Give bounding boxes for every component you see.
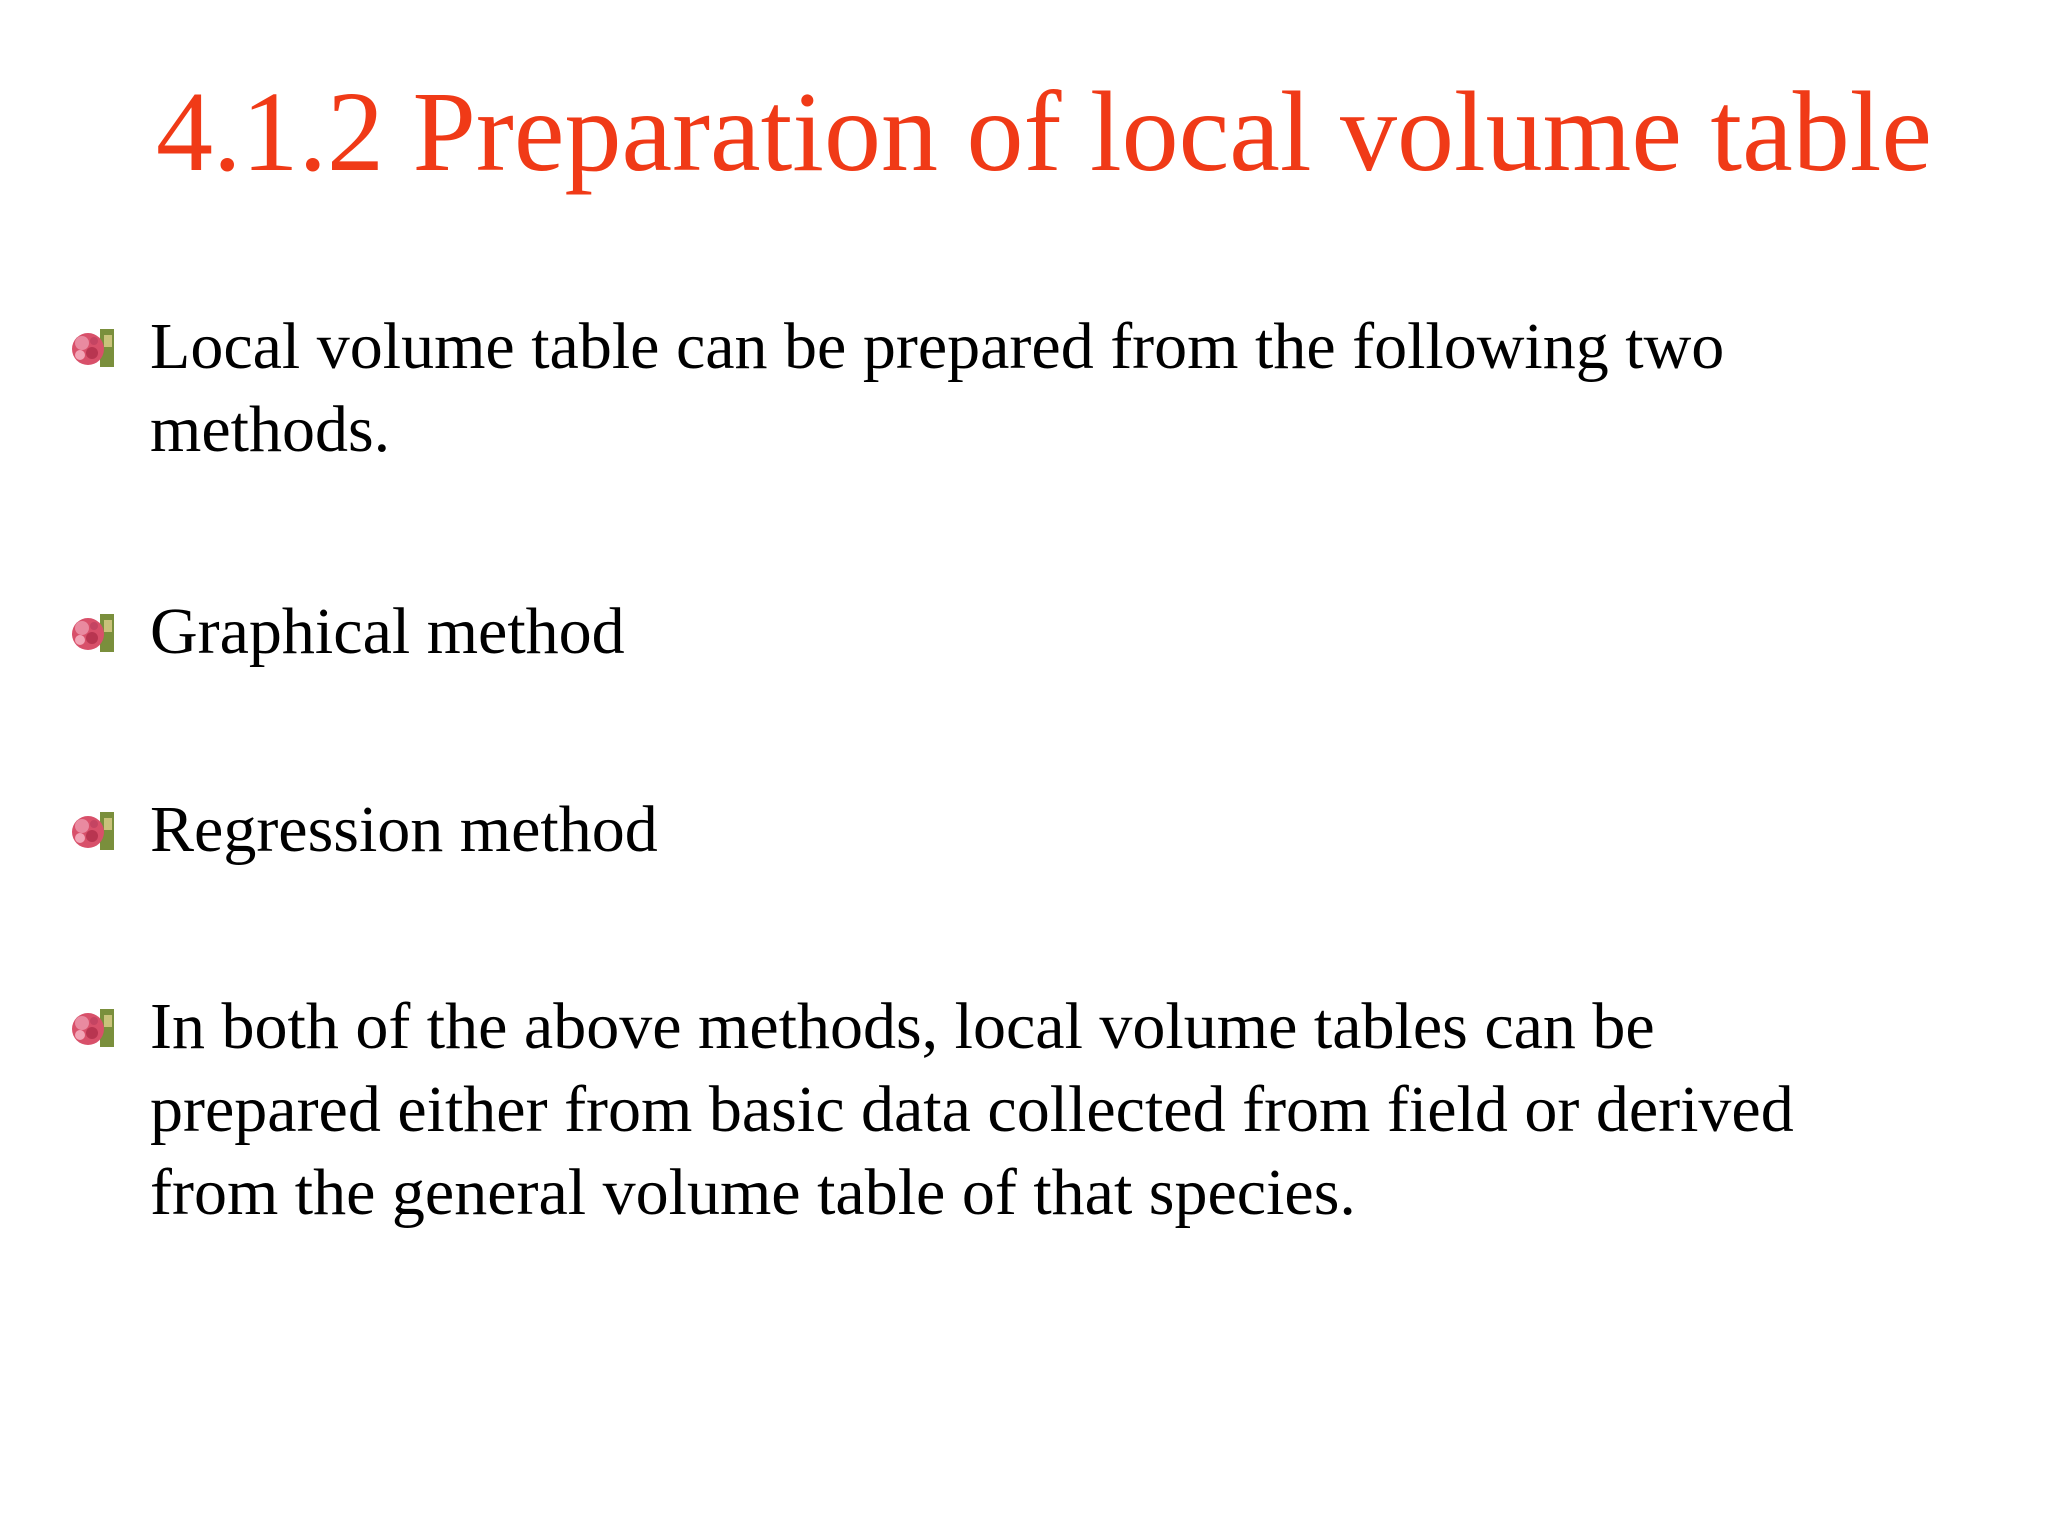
bullet-item bbox=[70, 590, 1890, 673]
slide-title: 4.1.2 Preparation of local volume table bbox=[156, 68, 1932, 195]
bullet-text: Regression method bbox=[150, 793, 658, 866]
flower-bullet-icon bbox=[70, 808, 116, 854]
flower-bullet-icon bbox=[70, 610, 116, 656]
flower-bullet-icon bbox=[70, 1005, 116, 1051]
flower-bullet-icon bbox=[70, 325, 116, 371]
bullet-item bbox=[70, 788, 1890, 871]
bullet-item bbox=[70, 305, 1890, 471]
bullet-text: Local volume table can be prepared from the following two methods. bbox=[150, 310, 1725, 466]
bullet-text: Graphical method bbox=[150, 595, 625, 668]
bullet-item bbox=[70, 985, 1890, 1234]
bullet-text: In both of the above methods, local volume tables can be prepared either from basic data collected from field or derived from the general volume table of that species. bbox=[150, 990, 1794, 1229]
